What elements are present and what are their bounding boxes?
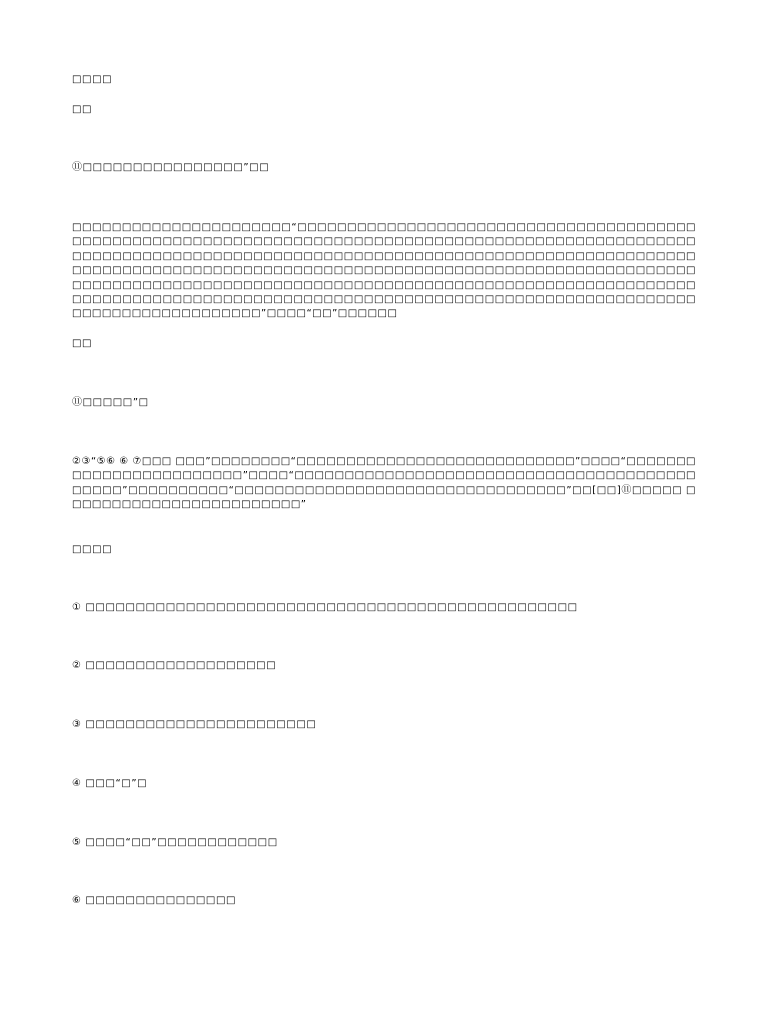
footnote: ① □□□□□□□□□□□□□□□□□□□□□□□□□□□□□□□□□□□□□□□□□□□□□□□□□ — [72, 602, 578, 613]
footnote: ③ □□□□□□□□□□□□□□□□□□□□□□□ — [72, 719, 317, 730]
notes-heading: □□□□ — [72, 544, 113, 555]
footnote: ② □□□□□□□□□□□□□□□□□□□ — [72, 660, 277, 671]
footnote: ⑤ □□□□“□□”□□□□□□□□□□□□ — [72, 837, 278, 848]
quoted-line: ⑪□□□□□□□□□□□□□□□□”□□ — [72, 162, 270, 173]
subsection-heading: □□ — [72, 104, 93, 115]
footnote: ⑥ □□□□□□□□□□□□□□□ — [72, 895, 237, 906]
section-heading: □□□□ — [72, 74, 113, 85]
quoted-line: ⑪□□□□□”□ — [72, 397, 149, 408]
footnote: ④ □□□“□”□ — [72, 778, 148, 789]
subsection-heading: □□ — [72, 338, 93, 349]
body-paragraph: □□□□□□□□□□□□□□□□□□□□□□“□□□□□□□□□□□□□□□□□□□□□□□□□□□□□□□□□□□□□□□□□□□□□□□□□□□□□□□□□□□□□□□□□□□□□□□□□□□□□□□□□□□□□□□□□□□□□□□□□□□□□□□□□□□□□□□□□□□□□□□□□□□□□□□□□□□□□□□□□□□□□□□□□□□□□□□□□□□□□□□□□□□□□□□□□□□□□□□□□□□□□□□□□□□□□□□□□□□□□□□□□□□□□□□□□□□□□□□□□□□□□□□□□□□□□□□□□□□□□□□□□□□□□□□□□□□□□□□□□□□□□□□□□□□□□□□□□□□□□□□□□□□□□□□□□□□□□□□□□□□□□□□□□□□□□□□□□□□□□□□□□□□□□□□□□□□□□□□□□□□□□□□□□□□□□□□□□□□□□□□□□□□□□□□□□”□□□□“□□”□□□□□□ — [72, 222, 696, 320]
body-paragraph: ②③“⑤⑥ ⑥ ⑦□□□ □□□”□□□□□□□□“□□□□□□□□□□□□□□□□□□□□□□□□□□□□”□□□□“□□□□□□□□□□□□□□□□□□□□□□□□”□□□□“□□□□□□□□□□□□□□□□□□□□□□□□□□□□□□□□□□□□□□□□□□□□□”□□□□□□□□□□“□□□□□□□□□□□□□□□□□□□□□□□□□□□□□□□□□”□□[□□]⑪□□□□□ □□□□□□□□□□□□□□□□□□□□□□□□” — [72, 456, 696, 511]
